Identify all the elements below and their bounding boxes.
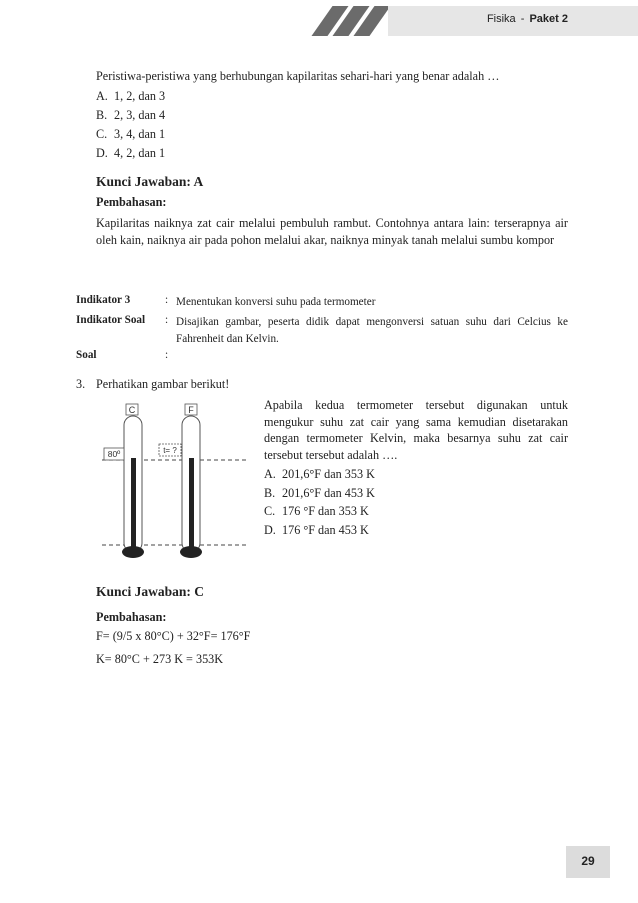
q3-description: Apabila kedua termometer tersebut digunakan untuk mengukur suhu zat cair yang sama kemudian disetarakan dengan termometer Kelvin, maka besarnya suhu zat cair tersebut tersebut adalah …. [264,398,568,462]
option-text: 4, 2, dan 1 [114,146,166,160]
fahrenheit-scale-label: F [188,405,194,415]
header-package: Paket 2 [529,13,568,25]
fahrenheit-column [189,458,194,550]
page-number: 29 [581,854,595,868]
option-text: 201,6°F dan 353 K [282,467,375,481]
celsius-scale-label: C [128,405,136,415]
celsius-column [131,458,136,550]
q3-option-d [264,522,369,539]
header-subject: Fisika [486,13,516,25]
indicator-3-label: Indikator 3 [76,294,131,306]
header-title [487,13,568,25]
fahrenheit-bulb [180,546,202,558]
q3-discussion-title: Pembahasan: [96,610,167,624]
q2-discussion-text: Kapilaritas naiknya zat cair melalui pembuluh rambut. Contohnya antara lain: terserapnya air oleh kain, naiknya air pada pohon melalui akar, naiknya minyak tanah melalui sumbu kompor [96,216,568,247]
q3-stem: Perhatikan gambar berikut! [96,377,230,391]
q2-option-a [96,88,165,105]
indicator-soal-label: Indikator Soal [76,314,146,326]
option-text: 176 °F dan 353 K [282,504,369,518]
indicator-soal-text: Disajikan gambar, peserta didik dapat mengonversi satuan suhu dari Celcius ke Fahrenheit dan Kelvin. [176,316,568,345]
q2-discussion-title: Pembahasan: [96,195,167,209]
option-letter: A. [96,89,108,103]
q3-option-b [264,485,375,502]
q3-answer-key: Kunci Jawaban: C [96,584,205,599]
q3-option-a [264,466,375,483]
fahrenheit-reading: t= ? [163,446,177,455]
option-text: 1, 2, dan 3 [114,89,166,103]
option-letter: B. [264,486,276,500]
option-text: 201,6°F dan 453 K [282,486,375,500]
header-separator: - [520,13,525,25]
q2-answer-key: Kunci Jawaban: A [96,174,204,189]
soal-label: Soal [76,349,97,361]
q2-option-b [96,107,165,124]
q2-option-c [96,126,165,143]
option-letter: D. [96,146,108,160]
indicator-3-colon: : [165,294,169,306]
q3-option-c [264,503,369,520]
option-letter: A. [264,467,276,481]
option-letter: C. [264,504,276,518]
option-text: 3, 4, dan 1 [114,127,166,141]
option-text: 176 °F dan 453 K [282,523,369,537]
page-number-box [566,846,610,878]
q3-number: 3. [76,377,86,391]
celsius-reading: 80º [107,449,121,459]
celsius-bulb [122,546,144,558]
option-letter: C. [96,127,108,141]
option-text: 2, 3, dan 4 [114,108,166,122]
page-header [0,0,638,40]
indicator-3-text: Menentukan konversi suhu pada termometer [176,296,376,308]
option-letter: D. [264,523,276,537]
option-letter: B. [96,108,108,122]
q2-stem: Peristiwa-peristiwa yang berhubungan kapilaritas sehari-hari yang benar adalah … [96,69,500,83]
soal-colon: : [165,349,169,361]
thermometer-figure [100,400,250,562]
q3-formula-kelvin: K= 80°C + 273 K = 353K [96,652,224,666]
q3-formula-fahrenheit: F= (9/5 x 80°C) + 32°F= 176°F [96,629,251,643]
indicator-soal-colon: : [165,314,169,326]
q2-option-d [96,145,165,162]
